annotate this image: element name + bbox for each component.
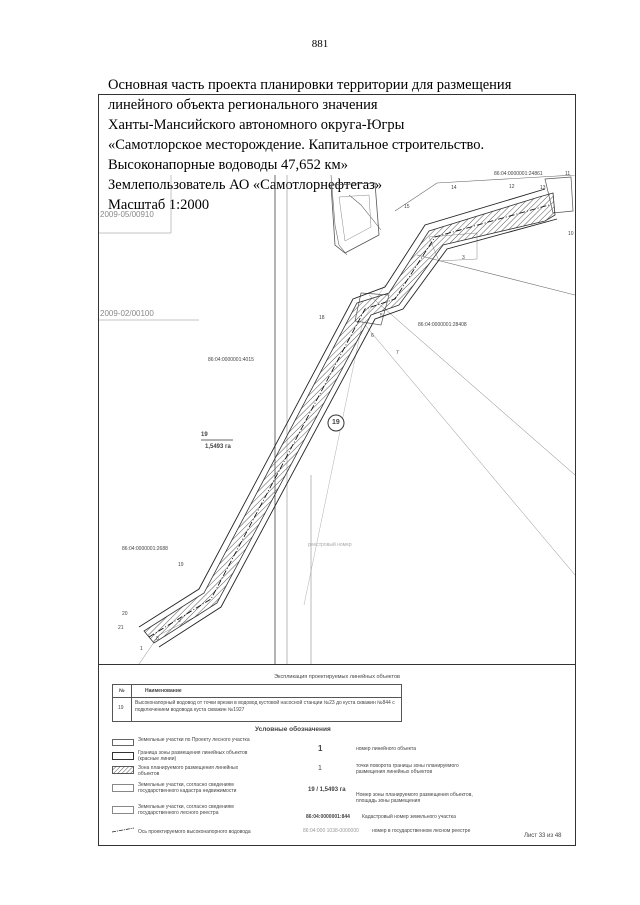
table-header-name: Наименование	[145, 688, 182, 694]
cadastral-label: 86:04:0000001:28408	[418, 322, 467, 328]
legend-item: Зона планируемого размещения линейных объектов	[138, 765, 239, 777]
legend-item: точки поворота границы зоны планируемого размещения линейных объектов	[356, 763, 459, 775]
title-line-3: Ханты-Мансийского автономного округа-Югры	[108, 117, 405, 133]
table-header-no: №	[119, 688, 125, 694]
legend-item: Ось проектируемого высоконапорного водовода	[138, 829, 251, 835]
legend-item: Земельные участки, согласно сведениям государственного кадастра недвижимости	[138, 782, 237, 794]
legend-item: Номер зоны планируемого размещения объектов, площадь зоны размещения	[356, 792, 473, 804]
table-cell-name: Высоконапорный водовод от точки врезки в водовод кустовой насосной станции №23 до куста скважин №844 с подключением водовода куста скважин №1927	[135, 700, 395, 713]
title-line-6: Землепользователь АО «Самотлорнефтегаз»	[108, 177, 383, 193]
legend-sym-zone: 19 / 1,5493 га	[308, 787, 346, 793]
point-number: 21	[118, 625, 124, 631]
point-number: 20	[122, 611, 128, 617]
stamp-label: 2009-02/00100	[100, 309, 154, 318]
point-number: 8	[156, 636, 159, 642]
legend-symbol-box	[112, 739, 134, 746]
title-line-2: линейного объекта регионального значения	[108, 97, 378, 113]
point-number: 12	[509, 184, 515, 190]
point-number: 5	[380, 313, 383, 319]
cadastral-label: 86:04:0000001:24861	[494, 171, 543, 177]
title-line-7: Масштаб 1:2000	[108, 197, 210, 213]
page-number: 881	[311, 38, 329, 50]
point-number: 18	[319, 315, 325, 321]
title-line-5: Высоконапорные водоводы 47,652 км»	[108, 157, 348, 173]
legend-sym-point: 1	[318, 765, 322, 772]
sheet-number: Лист 33 из 48	[524, 833, 562, 839]
legend-item: Кадастровый номер земельного участка	[362, 814, 456, 820]
legend-symbol-box	[112, 806, 134, 814]
cadastral-label: 86:04:0000001:4015	[208, 357, 254, 363]
point-number: 6	[371, 333, 374, 339]
legend-item: Земельные участки, согласно сведениям государственного лесного реестра	[138, 804, 234, 816]
point-number: 11	[565, 171, 571, 177]
explication-title: Экспликация проектируемых линейных объектов	[274, 674, 400, 680]
red-line-border	[139, 189, 545, 627]
legend-item: Граница зоны размещения линейных объектов (красные линии)	[138, 750, 248, 762]
legend-item: Земельные участки по Проекту лесного участка	[138, 737, 250, 743]
point-number: 19	[178, 562, 184, 568]
legend-symbol-box	[112, 784, 134, 792]
explication-table	[112, 684, 402, 722]
legend-item: номер в государственном лесном реестре	[372, 828, 471, 834]
stamp-label: 2009-05/00910	[100, 210, 154, 219]
point-number: 15	[404, 204, 410, 210]
point-number: 10	[568, 231, 574, 237]
point-number: 7	[396, 350, 399, 356]
point-number: 14	[451, 185, 457, 191]
pipeline-axis	[149, 205, 549, 637]
reserve-label: реестровый номер	[308, 542, 352, 548]
land-plot-area: 1,5493 га	[205, 444, 231, 450]
table-cell-no: 19	[118, 705, 124, 711]
cadastral-label: 86:04:0000001:2688	[122, 546, 168, 552]
object-marker-number: 19	[332, 419, 340, 426]
point-number: 13	[540, 185, 546, 191]
legend-symbol-hatch	[112, 766, 134, 774]
legend-sym-cadastral: 86:04:0000001:844	[306, 814, 350, 820]
symbols-title: Условные обозначения	[255, 726, 331, 733]
land-plot-number: 19	[201, 432, 208, 438]
legend-item: номер линейного объекта	[356, 746, 417, 752]
point-number: 3	[462, 255, 465, 261]
legend-sym-forest: 86:04:000 1038-0000000	[303, 828, 359, 834]
legend-symbol-redline	[112, 752, 134, 760]
title-line-1: Основная часть проекта планировки территории для размещения	[108, 77, 512, 93]
point-number: 9	[178, 618, 181, 624]
title-line-4: «Самотлорское месторождение. Капитальное строительство.	[108, 137, 485, 153]
legend-sym-object: 1	[318, 744, 323, 753]
legend-divider	[99, 664, 575, 665]
point-number: 1	[140, 646, 143, 652]
placement-zone	[144, 193, 555, 643]
legend-symbol-axis	[112, 826, 134, 834]
